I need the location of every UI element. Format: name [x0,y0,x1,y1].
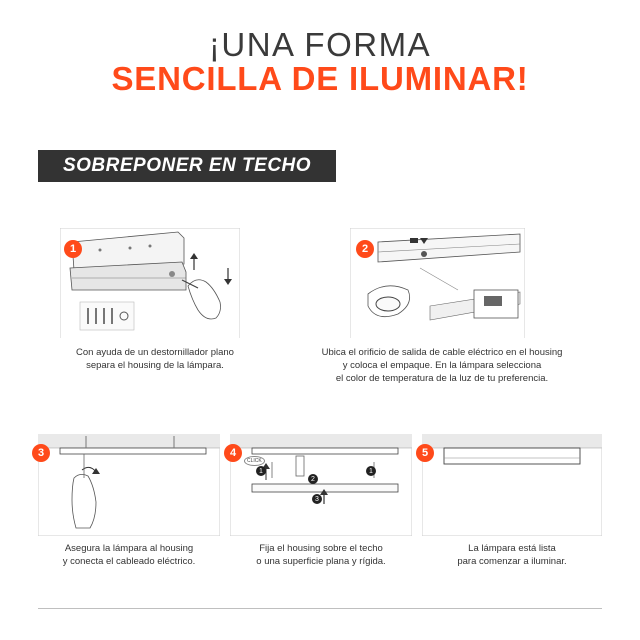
bottom-divider [38,608,602,609]
step-5-illustration [422,434,602,536]
step-1-drawing [60,228,240,338]
step-4-illustration [230,434,412,536]
step-5-caption: La lámpara está lista para comenzar a iluminar. [457,543,567,567]
step-1-caption: Con ayuda de un destornillador plano separa el housing de la lámpara. [76,347,234,371]
step-3-caption: Asegura la lámpara al housing y conecta el cableado eléctrico. [62,543,196,567]
section-banner [38,150,336,182]
step-5-number: 5 [416,444,434,462]
step-3-drawing [38,434,220,536]
step-4-drawing [230,434,412,536]
headline-line2: SENCILLA DE ILUMINAR! [111,60,529,97]
headline-line1: ¡UNA FORMA [208,26,432,63]
step-3-number: 3 [32,444,50,462]
step-1-illustration [60,228,240,338]
step-4-number: 4 [224,444,242,462]
step-2-illustration [350,228,525,338]
marker-1-right: 1 [366,466,376,476]
step-3-illustration [38,434,220,536]
step-4-caption: Fija el housing sobre el techo o una superficie plana y rígida. [256,543,386,567]
step-5-drawing [422,434,602,536]
marker-3: 3 [312,494,322,504]
section-title: SOBREPONER EN TECHO [62,155,312,176]
marker-1-left: 1 [256,466,266,476]
step-2-drawing [350,228,525,338]
step-1-number: 1 [64,240,82,258]
marker-2: 2 [308,474,318,484]
click-label: CLICK [244,456,265,466]
step-2-caption: Ubica el orificio de salida de cable eléctrico en el housing y coloca el empaque. En la lámpara selecciona el color de temperatura de la luz de tu preferencia. [321,347,563,384]
step-2-number: 2 [356,240,374,258]
